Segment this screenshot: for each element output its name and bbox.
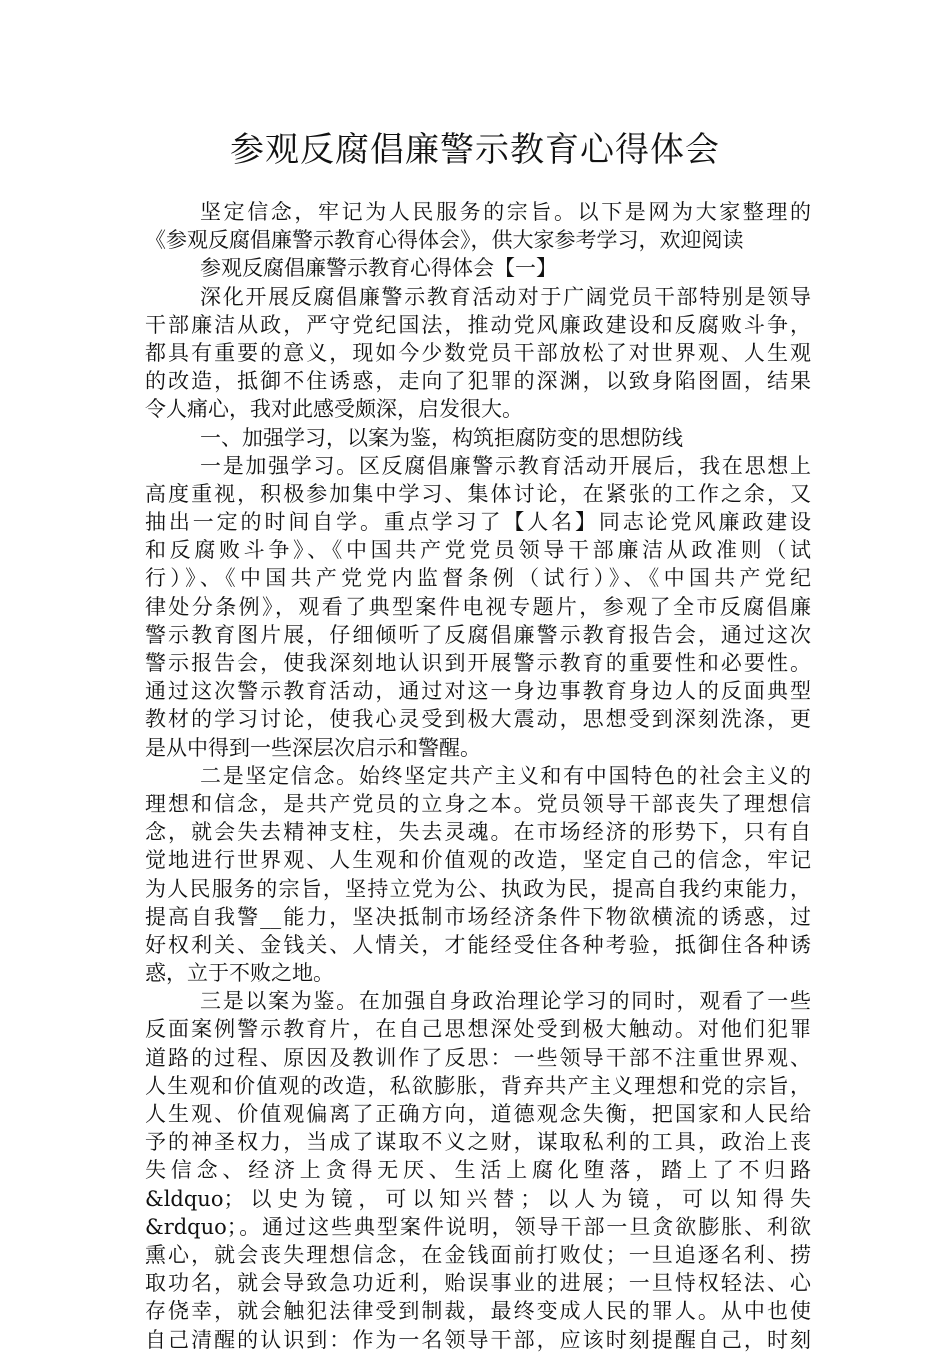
body-line: &rdquo；。通过这些典型案件说明，领导干部一旦贪欲膨胀、利欲 <box>145 1214 811 1239</box>
document-body <box>145 198 811 1354</box>
body-line: 失信念、经济上贪得无厌、生活上腐化堕落，踏上了不归路 <box>145 1158 811 1183</box>
body-line: 教材的学习讨论，使我心灵受到极大震动，思想受到深刻洗涤，更 <box>145 707 811 732</box>
body-line: 警示教育图片展，仔细倾听了反腐倡廉警示教育报告会，通过这次 <box>145 622 811 647</box>
body-line: 熏心，就会丧失理想信念，在金钱面前打败仗；一旦追逐名利、捞 <box>145 1242 811 1267</box>
body-line: 惑，立于不败之地。 <box>145 961 334 986</box>
body-line: 深化开展反腐倡廉警示教育活动对于广阔党员干部特别是领导 <box>200 284 811 309</box>
body-line: 坚定信念，牢记为人民服务的宗旨。以下是网为大家整理的 <box>200 200 811 224</box>
body-line: 自己清醒的认识到：作为一名领导干部，应该时刻提醒自己，时刻 <box>145 1327 811 1352</box>
body-line: 干部廉洁从政，严守党纪国法，推动党风廉政建设和反腐败斗争， <box>145 312 811 337</box>
body-line: 是从中得到一些深层次启示和警醒。 <box>145 735 481 760</box>
body-line: 予的神圣权力，当成了谋取不义之财，谋取私利的工具，政治上丧 <box>145 1130 811 1155</box>
body-line: 取功名，就会导致急功近利，贻误事业的进展；一旦恃权轻法、心 <box>145 1271 811 1296</box>
body-line: 通过这次警示教育活动，通过对这一身边事教育身边人的反面典型 <box>145 679 811 704</box>
body-line: 高度重视，积极参加集中学习、集体讨论，在紧张的工作之余，又 <box>145 481 811 506</box>
body-line: 三是以案为鉴。在加强自身政治理论学习的同时，观看了一些 <box>200 989 811 1014</box>
body-line: 令人痛心，我对此感受颇深，启发很大。 <box>145 397 523 422</box>
body-line: &ldquo；以史为镜，可以知兴替；以人为镜，可以知得失 <box>145 1186 811 1211</box>
body-line: 觉地进行世界观、人生观和价值观的改造，坚定自己的信念，牢记 <box>145 848 811 873</box>
body-line: 好权利关、金钱关、人情关，才能经受住各种考验，抵御住各种诱 <box>145 932 811 957</box>
body-line: 行）》、《中国共产党党内监督条例（试行）》、《中国共产党纪 <box>145 566 811 591</box>
body-line: 一是加强学习。区反腐倡廉警示教育活动开展后，我在思想上 <box>200 453 811 478</box>
body-line: 存侥幸，就会触犯法律受到制裁，最终变成人民的罪人。从中也使 <box>145 1299 811 1324</box>
body-line: 为人民服务的宗旨，坚持立党为公、执政为民，提高自我约束能力， <box>145 876 811 901</box>
body-line: 一、加强学习，以案为鉴，构筑拒腐防变的思想防线 <box>200 425 683 450</box>
body-line: 参观反腐倡廉警示教育心得体会【一】 <box>200 256 557 281</box>
body-line: 反面案例警示教育片，在自己思想深处受到极大触动。对他们犯罪 <box>145 1017 811 1042</box>
body-line: 律处分条例》，观看了典型案件电视专题片，参观了全市反腐倡廉 <box>145 594 811 619</box>
body-line: 人生观和价值观的改造，私欲膨胀，背弃共产主义理想和党的宗旨， <box>145 1073 811 1098</box>
body-line: 和反腐败斗争》、《中国共产党党员领导干部廉洁从政准则（试 <box>145 538 811 563</box>
body-line: 提高自我警__能力，坚决抵制市场经济条件下物欲横流的诱惑，过 <box>145 904 811 929</box>
body-line: 二是坚定信念。始终坚定共产主义和有中国特色的社会主义的 <box>200 763 811 788</box>
body-line: 念，就会失去精神支柱，失去灵魂。在市场经济的形势下，只有自 <box>145 820 811 845</box>
document-title: 参观反腐倡廉警示教育心得体会 <box>230 130 720 170</box>
body-line: 都具有重要的意义，现如今少数党员干部放松了对世界观、人生观 <box>145 340 811 365</box>
body-line: 抽出一定的时间自学。重点学习了【人名】同志论党风廉政建设 <box>145 510 811 535</box>
body-line: 道路的过程、原因及教训作了反思：一些领导干部不注重世界观、 <box>145 1045 811 1070</box>
body-line: 的改造，抵御不住诱惑，走向了犯罪的深渊，以致身陷囹圄，结果 <box>145 369 811 394</box>
body-line: 警示报告会，使我深刻地认识到开展警示教育的重要性和必要性。 <box>145 651 811 675</box>
body-line: 理想和信念，是共产党员的立身之本。党员领导干部丧失了理想信 <box>145 791 811 816</box>
body-line: 人生观、价值观偏离了正确方向，道德观念失衡，把国家和人民给 <box>145 1102 811 1126</box>
body-line: 《参观反腐倡廉警示教育心得体会》，供大家参考学习，欢迎阅读 <box>145 228 744 253</box>
